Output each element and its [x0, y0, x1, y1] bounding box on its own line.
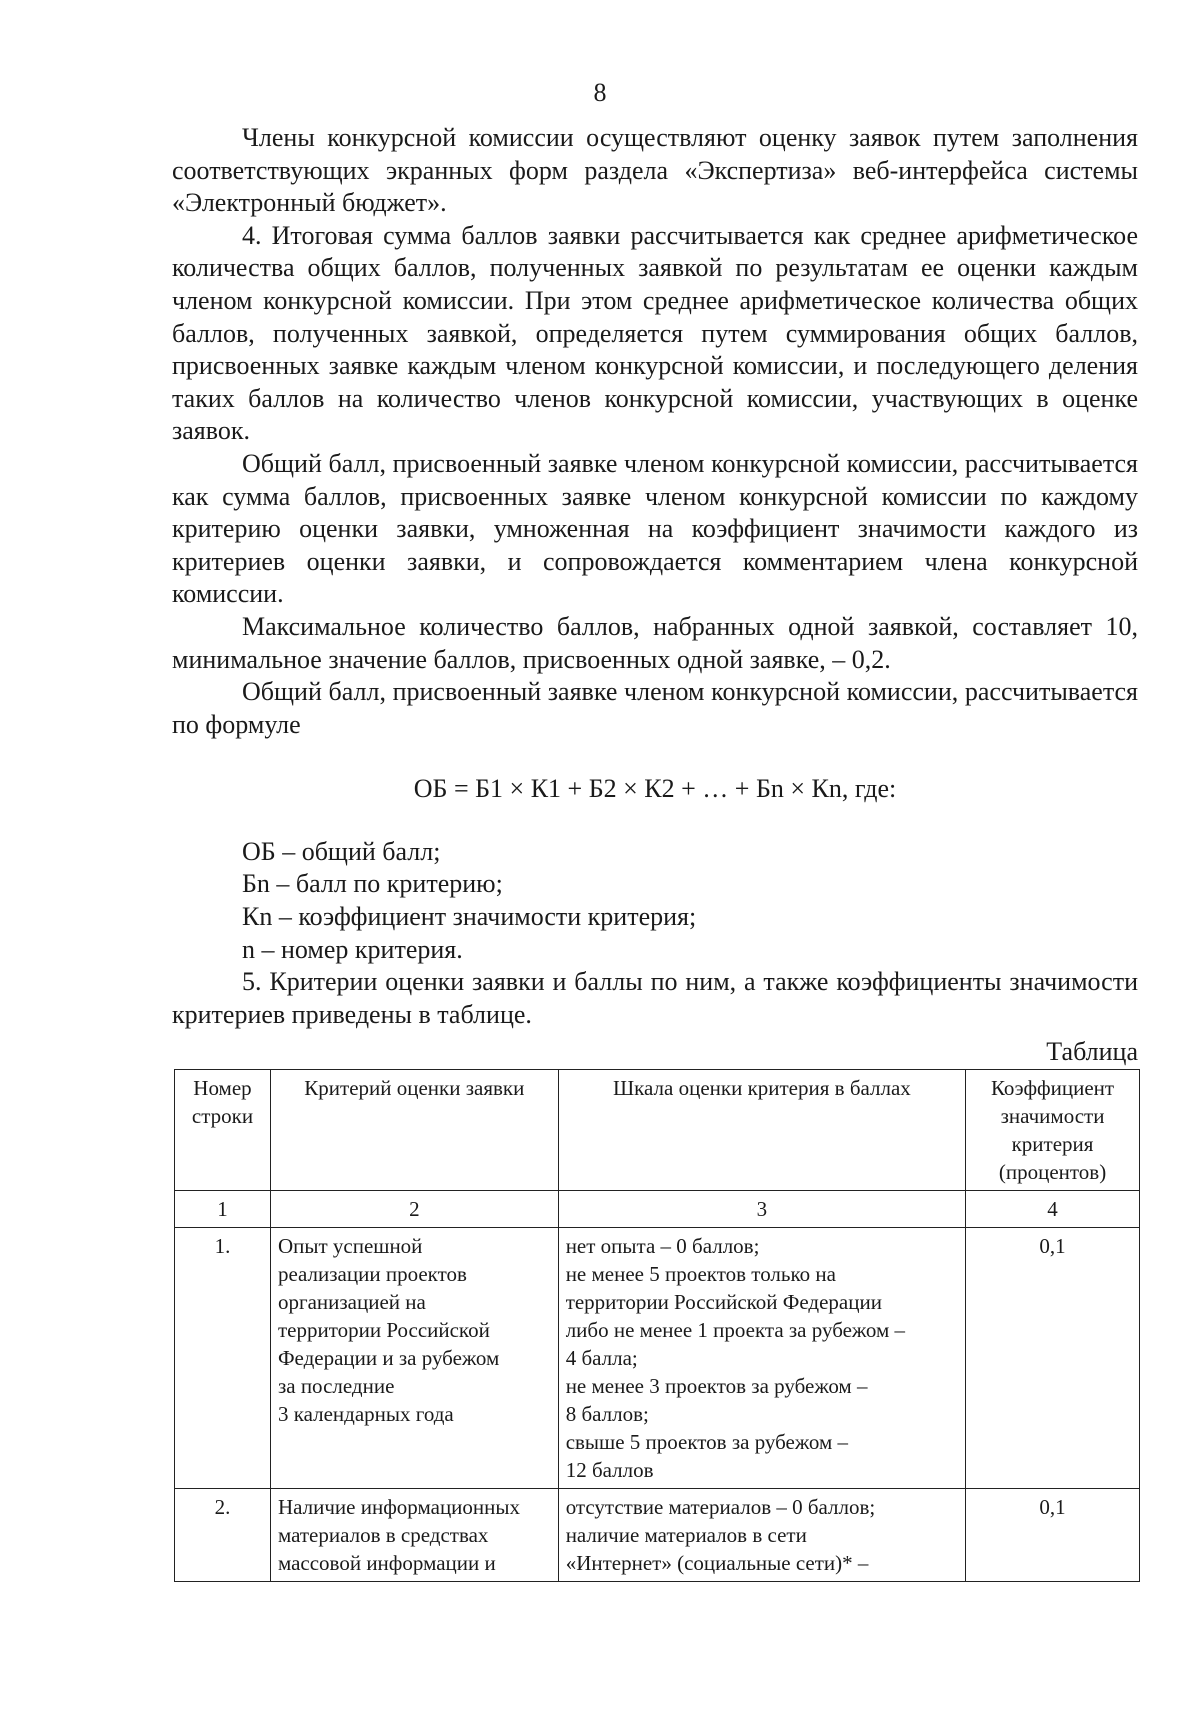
column-number-1: 1 — [175, 1191, 271, 1228]
paragraph-1: Члены конкурсной комиссии осуществляют оценку заявок путем заполнения соответствующих экранных форм раздела «Экспертиза» веб-интерфейса системы «Электронный бюджет». — [172, 123, 1138, 218]
legend-kn: Кn – коэффициент значимости критерия; — [242, 902, 697, 932]
scale-line: 12 баллов — [565, 1458, 654, 1482]
criterion-line: массовой информации и — [277, 1551, 496, 1575]
row-number: 1. — [175, 1228, 271, 1489]
scale-line: не менее 3 проектов за рубежом – — [565, 1374, 868, 1398]
coefficient-cell: 0,1 — [966, 1489, 1140, 1582]
table-header-row — [175, 1070, 1140, 1191]
criteria-table — [174, 1069, 1140, 1582]
page-number: 8 — [593, 78, 607, 107]
column-number-2: 2 — [270, 1191, 558, 1228]
scale-line: 8 баллов; — [565, 1402, 649, 1426]
criterion-line: материалов в средствах — [277, 1523, 489, 1547]
table-row — [175, 1228, 1140, 1489]
paragraph-2: 4. Итоговая сумма баллов заявки рассчитывается как среднее арифметическое количества общих баллов, полученных заявкой по результатам ее оценки каждым членом конкурсной комиссии. При этом среднее арифметическое количества общих баллов, полученных заявкой, определяется путем суммирования общих баллов, присвоенных заявке каждым членом конкурсной комиссии, и последующего деления таких баллов на количество членов конкурсной комиссии, участвующих в оценке заявок. — [172, 220, 1138, 446]
legend-n: n – номер критерия. — [242, 934, 463, 964]
scale-cell — [558, 1228, 965, 1489]
scale-line: территории Российской Федерации — [565, 1290, 882, 1314]
header-row-number: Номер строки — [175, 1070, 271, 1191]
paragraph-3: Общий балл, присвоенный заявке членом конкурсной комиссии, рассчитывается как сумма баллов, присвоенных заявке членом конкурсной комиссии по каждому критерию оценки заявки, умноженная на коэффициент значимости каждого из критериев оценки заявки, и сопровождается комментарием члена конкурсной комиссии. — [172, 448, 1138, 609]
table-column-numbers-row — [175, 1191, 1140, 1228]
scale-line: либо не менее 1 проекта за рубежом – — [565, 1318, 906, 1342]
scale-cell — [558, 1489, 965, 1582]
scale-line: не менее 5 проектов только на — [565, 1262, 836, 1286]
legend-bn: Бn – балл по критерию; — [242, 869, 503, 899]
criterion-line: Наличие информационных — [277, 1495, 521, 1519]
scale-line: нет опыта – 0 баллов; — [565, 1234, 760, 1258]
scale-line: свыше 5 проектов за рубежом – — [565, 1430, 848, 1454]
paragraph-5: Общий балл, присвоенный заявке членом конкурсной комиссии, рассчитывается по формуле — [172, 677, 1138, 739]
table-row — [175, 1489, 1140, 1582]
criterion-line: за последние — [277, 1374, 395, 1398]
formula: ОБ = Б1 × К1 + Б2 × К2 + … + Бn × Кn, где: — [413, 774, 897, 804]
header-criterion: Критерий оценки заявки — [270, 1070, 558, 1191]
criterion-line: территории Российской — [277, 1318, 490, 1342]
body-text — [172, 122, 1138, 1031]
criterion-line: 3 календарных года — [277, 1402, 454, 1426]
criterion-cell — [270, 1489, 558, 1582]
coefficient-cell: 0,1 — [966, 1228, 1140, 1489]
criterion-line: Опыт успешной — [277, 1234, 423, 1258]
criterion-line: организацией на — [277, 1290, 426, 1314]
column-number-3: 3 — [558, 1191, 965, 1228]
scale-line: наличие материалов в сети — [565, 1523, 807, 1547]
paragraph-4: Максимальное количество баллов, набранных одной заявкой, составляет 10, минимальное значение баллов, присвоенных одной заявке, – 0,2. — [172, 611, 1138, 674]
header-coefficient: Коэффициент значимости критерия (процентов) — [966, 1070, 1140, 1191]
column-number-4: 4 — [966, 1191, 1140, 1228]
scale-line: 4 балла; — [565, 1346, 638, 1370]
paragraph-6: 5. Критерии оценки заявки и баллы по ним, а также коэффициенты значимости критериев приведены в таблице. — [172, 967, 1138, 1029]
scale-line: «Интернет» (социальные сети)* – — [565, 1551, 869, 1575]
table-caption: Таблица — [1046, 1037, 1138, 1066]
row-number: 2. — [175, 1489, 271, 1582]
scale-line: отсутствие материалов – 0 баллов; — [565, 1495, 876, 1519]
criterion-cell — [270, 1228, 558, 1489]
header-scale: Шкала оценки критерия в баллах — [558, 1070, 965, 1191]
criterion-line: реализации проектов — [277, 1262, 467, 1286]
criterion-line: Федерации и за рубежом — [277, 1346, 500, 1370]
legend-ob: ОБ – общий балл; — [242, 836, 441, 866]
